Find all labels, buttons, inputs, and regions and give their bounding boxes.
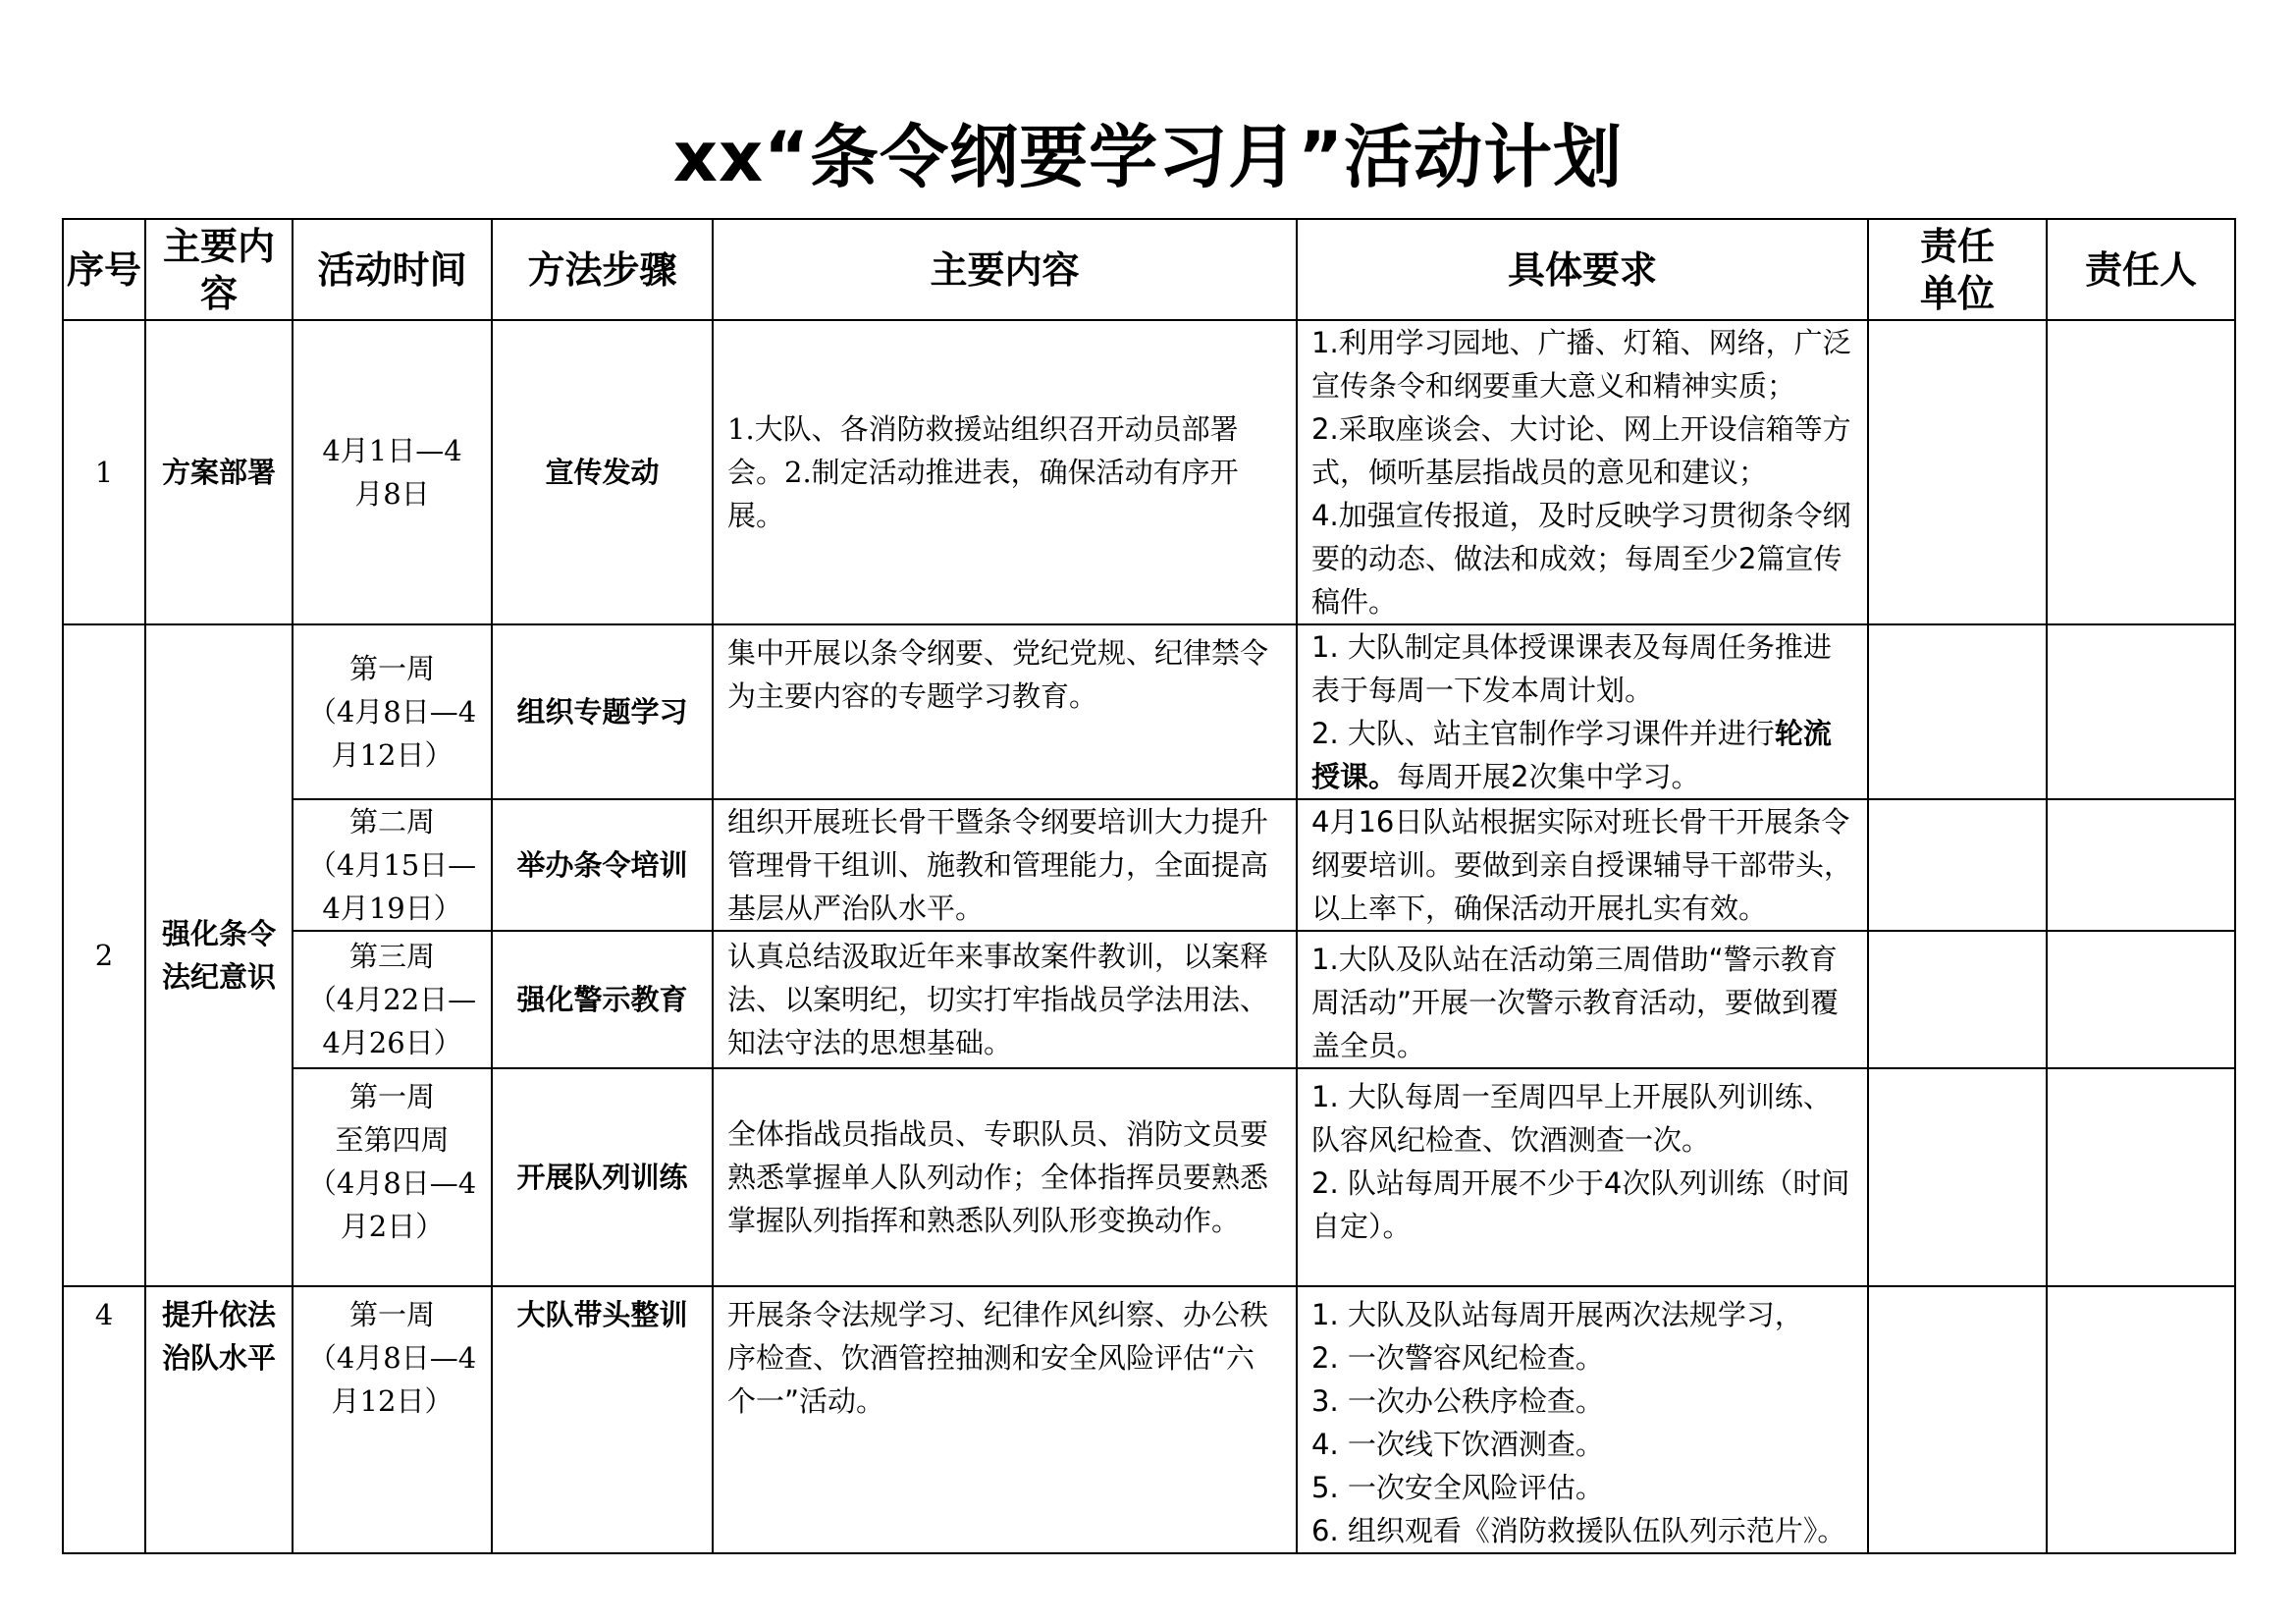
table-row: [63, 1286, 2235, 1553]
row-method: 大队带头整训: [492, 1286, 713, 1553]
row-method: 强化警示教育: [492, 931, 713, 1068]
row-unit: [1868, 931, 2047, 1068]
row-person: [2047, 799, 2235, 931]
requirement-item: 2. 大队、站主官制作学习课件并进行轮流授课。每周开展2次集中学习。: [1311, 717, 1832, 793]
requirement-item: 4.加强宣传报道，及时反映学习贯彻条令纲要的动态、做法和成效；每周至少2篇宣传稿件。: [1311, 499, 1851, 619]
row-method: 宣传发动: [492, 320, 713, 624]
row-seq: 2: [63, 624, 145, 1286]
requirement-item: 3. 一次办公秩序检查。: [1311, 1384, 1604, 1418]
table-row: [63, 320, 2235, 624]
requirement-item: 6. 组织观看《消防救援队伍队列示范片》。: [1311, 1514, 1846, 1547]
requirement-item: 4. 一次线下饮酒测查。: [1311, 1428, 1604, 1461]
requirement-item: 1. 大队制定具体授课课表及每周任务推进表于每周一下发本周计划。: [1311, 630, 1832, 707]
table-row: [63, 624, 2235, 799]
header-requirements: 具体要求: [1297, 219, 1868, 320]
row-time: 第二周 （4月15日—4月19日）: [293, 799, 492, 931]
row-unit: [1868, 1286, 2047, 1553]
requirement-item: 2.采取座谈会、大讨论、网上开设信箱等方式，倾听基层指战员的意见和建议；: [1311, 412, 1851, 489]
row-unit: [1868, 799, 2047, 931]
row-person: [2047, 320, 2235, 624]
header-main-topic: 主要内容: [145, 219, 293, 320]
row-person: [2047, 931, 2235, 1068]
row-person: [2047, 624, 2235, 799]
table-row: [63, 931, 2235, 1068]
requirement-item: 5. 一次安全风险评估。: [1311, 1471, 1604, 1504]
row-time: 第一周 至第四周 （4月8日—4月2日）: [293, 1068, 492, 1286]
header-person: 责任人: [2047, 219, 2235, 320]
table-header-row: [63, 219, 2235, 320]
table-row: [63, 1068, 2235, 1286]
row-content: 集中开展以条令纲要、党纪党规、纪律禁令为主要内容的专题学习教育。: [713, 624, 1297, 799]
row-unit: [1868, 320, 2047, 624]
row-seq: 1: [63, 320, 145, 624]
table-row: [63, 799, 2235, 931]
row-content: 1.大队、各消防救援站组织召开动员部署会。2.制定活动推进表，确保活动有序开展。: [713, 320, 1297, 624]
row-topic: 强化条令法纪意识: [145, 624, 293, 1286]
row-time: 第一周 （4月8日—4月12日）: [293, 1286, 492, 1553]
requirement-item: 2. 一次警容风纪检查。: [1311, 1341, 1604, 1375]
row-time: 第一周 （4月8日—4月12日）: [293, 624, 492, 799]
row-unit: [1868, 1068, 2047, 1286]
row-requirements: [1297, 624, 1868, 799]
row-requirements: 1.大队及队站在活动第三周借助“警示教育周活动”开展一次警示教育活动，要做到覆盖全员。: [1297, 931, 1868, 1068]
header-time: 活动时间: [293, 219, 492, 320]
requirement-item: 1. 大队每周一至周四早上开展队列训练、队容风纪检查、饮酒测查一次。: [1311, 1080, 1832, 1157]
row-requirements: [1297, 1286, 1868, 1553]
page-title: xx“条令纲要学习月”活动计划: [672, 117, 1624, 197]
row-time: 4月1日—4月8日: [293, 320, 492, 624]
activity-plan-table: [62, 218, 2236, 1554]
header-unit: 责任单位: [1868, 219, 2047, 320]
row-topic: 提升依法治队水平: [145, 1286, 293, 1553]
row-topic: 方案部署: [145, 320, 293, 624]
row-content: 开展条令法规学习、纪律作风纠察、办公秩序检查、饮酒管控抽测和安全风险评估“六个一”活动。: [713, 1286, 1297, 1553]
row-unit: [1868, 624, 2047, 799]
row-content: 全体指战员指战员、专职队员、消防文员要熟悉掌握单人队列动作；全体指挥员要熟悉掌握队列指挥和熟悉队列队形变换动作。: [713, 1068, 1297, 1286]
header-method: 方法步骤: [492, 219, 713, 320]
row-seq: 4: [63, 1286, 145, 1553]
row-requirements: [1297, 1068, 1868, 1286]
row-time: 第三周 （4月22日—4月26日）: [293, 931, 492, 1068]
requirement-item: 2. 队站每周开展不少于4次队列训练（时间自定）。: [1311, 1166, 1850, 1243]
row-requirements: [1297, 320, 1868, 624]
row-method: 开展队列训练: [492, 1068, 713, 1286]
header-seq: 序号: [63, 219, 145, 320]
row-person: [2047, 1286, 2235, 1553]
row-person: [2047, 1068, 2235, 1286]
requirement-item: 1.利用学习园地、广播、灯箱、网络，广泛宣传条令和纲要重大意义和精神实质；: [1311, 326, 1851, 403]
header-content: 主要内容: [713, 219, 1297, 320]
row-requirements: 4月16日队站根据实际对班长骨干开展条令纲要培训。要做到亲自授课辅导干部带头，以上率下，确保活动开展扎实有效。: [1297, 799, 1868, 931]
row-content: 认真总结汲取近年来事故案件教训，以案释法、以案明纪，切实打牢指战员学法用法、知法守法的思想基础。: [713, 931, 1297, 1068]
row-method: 组织专题学习: [492, 624, 713, 799]
row-method: 举办条令培训: [492, 799, 713, 931]
requirement-item: 1. 大队及队站每周开展两次法规学习，: [1311, 1298, 1803, 1331]
row-content: 组织开展班长骨干暨条令纲要培训大力提升管理骨干组训、施教和管理能力，全面提高基层从严治队水平。: [713, 799, 1297, 931]
